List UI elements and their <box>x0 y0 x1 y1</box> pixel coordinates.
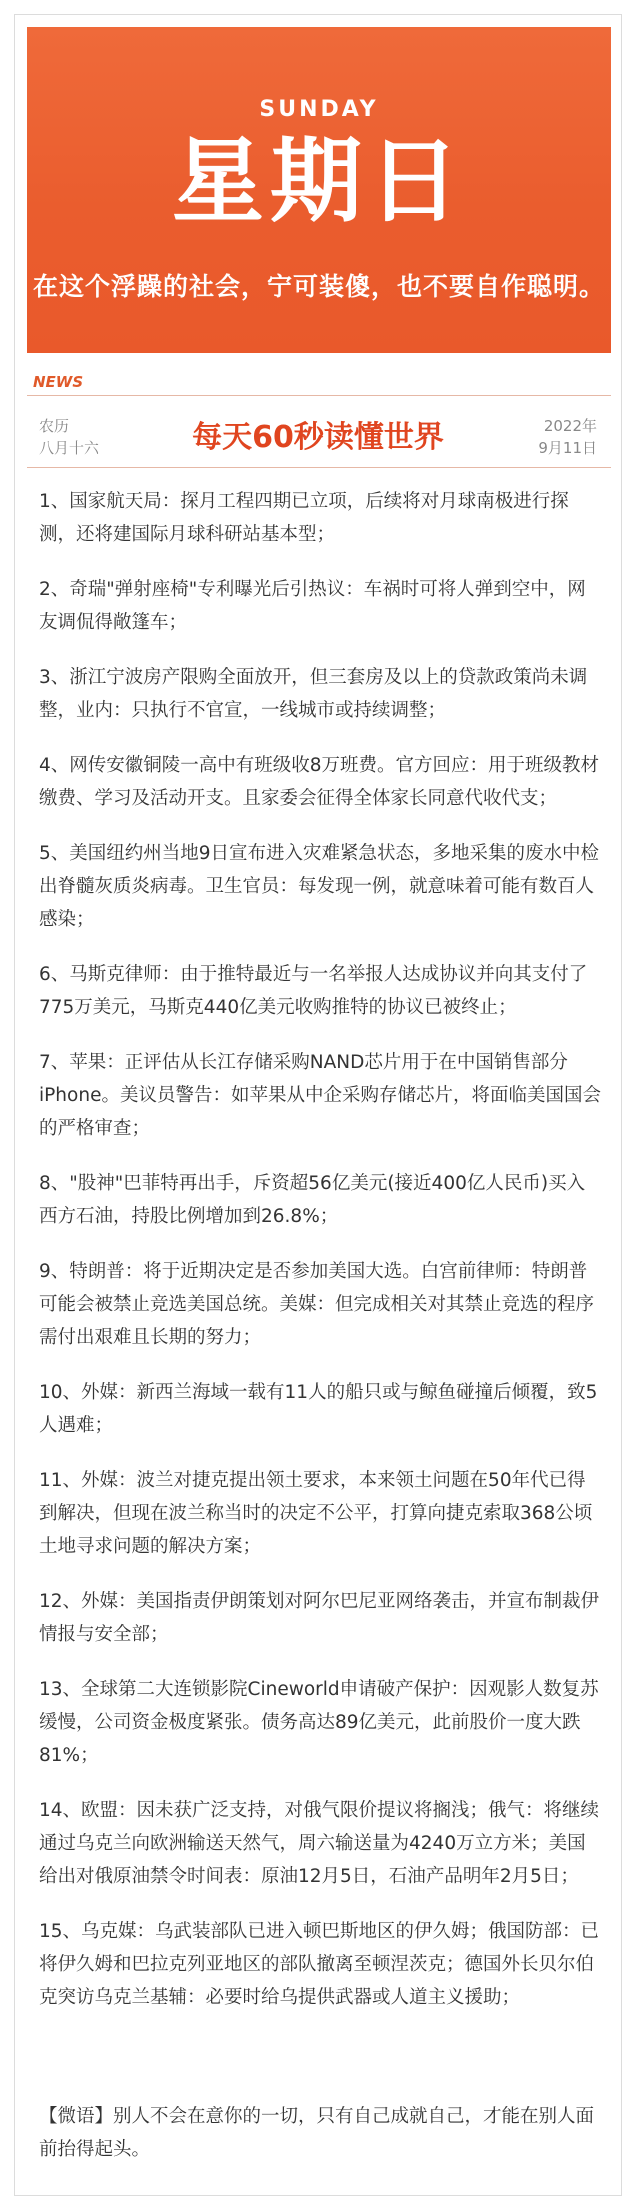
header-banner <box>27 27 611 353</box>
lunar-day: 八月十六 <box>39 439 100 457</box>
news-item: 3、浙江宁波房产限购全面放开，但三套房及以上的贷款政策尚未调整，业内：只执行不官宣，一线城市或持续调整； <box>39 667 588 721</box>
news-item: 14、欧盟：因未获广泛支持，对俄气限价提议将搁浅；俄气：将继续通过乌克兰向欧洲输送天然气，周六输送量为4240万立方米；美国给出对俄原油禁令时间表：原油12月5日，石油产品明年2月5日； <box>39 1800 600 1887</box>
divider-top <box>27 395 611 396</box>
news-item: 4、网传安徽铜陵一高中有班级收8万班费。官方回应：用于班级教材缴费、学习及活动开支。且家委会征得全体家长同意代收代支； <box>39 755 600 809</box>
lunar-label: 农历 <box>39 417 70 435</box>
news-item: 1、国家航天局：探月工程四期已立项，后续将对月球南极进行探测，还将建国际月球科研站基本型； <box>39 491 569 545</box>
banner-day: 星期日 <box>171 128 466 235</box>
gregorian-year: 2022年 <box>543 417 597 435</box>
news-list <box>39 485 601 2036</box>
news-item: 9、特朗普：将于近期决定是否参加美国大选。白宫前律师：特朗普可能会被禁止竞选美国总统。美媒：但完成相关对其禁止竞选的程序需付出艰难且长期的努力； <box>39 1261 595 1348</box>
news-item: 10、外媒：新西兰海域一载有11人的船只或与鲸鱼碰撞后倾覆，致5人遇难； <box>39 1382 598 1436</box>
divider-bottom <box>27 467 611 468</box>
gregorian-day: 9月11日 <box>538 439 597 457</box>
news-item: 6、马斯克律师：由于推特最近与一名举报人达成协议并向其支付了775万美元，马斯克440亿美元收购推特的协议已被终止； <box>39 964 588 1018</box>
gregorian-date <box>538 415 597 459</box>
news-item: 13、全球第二大连锁影院Cineworld申请破产保护：因观影人数复苏缓慢，公司资金极度紧张。债务高达89亿美元，此前股价一度大跌81%； <box>39 1679 599 1766</box>
daily-quote: 【微语】别人不会在意你的一切，只有自己成就自己，才能在别人面前抬得起头。 <box>39 2106 595 2160</box>
news-item: 15、乌克媒：乌武装部队已进入顿巴斯地区的伊久姆；俄国防部：已将伊久姆和巴拉克列亚地区的部队撤离至顿涅茨克；德国外长贝尔伯克突访乌克兰基辅：必要时给乌提供武器或人道主义援助； <box>39 1921 600 2008</box>
banner-sunday: SUNDAY <box>259 97 379 122</box>
news-item: 5、美国纽约州当地9日宣布进入灾难紧急状态，多地采集的废水中检出脊髓灰质炎病毒。卫生官员：每发现一例，就意味着可能有数百人感染； <box>39 843 600 930</box>
page-title: 每天60秒读懂世界 <box>192 420 444 455</box>
news-item: 8、"股神"巴菲特再出手，斥资超56亿美元(接近400亿人民币)买入西方石油，持股比例增加到26.8%； <box>39 1173 586 1227</box>
banner-motto: 在这个浮躁的社会，宁可装傻，也不要自作聪明。 <box>32 272 605 301</box>
page-frame <box>14 14 622 2196</box>
news-tag: NEWS <box>33 373 84 391</box>
news-item: 7、苹果：正评估从长江存储采购NAND芯片用于在中国销售部分iPhone。美议员警告：如苹果从中企采购存储芯片，将面临美国国会的严格审查； <box>39 1052 601 1139</box>
news-item: 12、外媒：美国指责伊朗策划对阿尔巴尼亚网络袭击，并宣布制裁伊情报与安全部； <box>39 1591 600 1645</box>
news-item: 11、外媒：波兰对捷克提出领土要求，本来领土问题在50年代已得到解决，但现在波兰称当时的决定不公平，打算向捷克索取368公顷土地寻求问题的解决方案； <box>39 1470 593 1557</box>
news-item: 2、奇瑞"弹射座椅"专利曝光后引热议：车祸时可将人弹到空中，网友调侃得敞篷车； <box>39 579 586 633</box>
